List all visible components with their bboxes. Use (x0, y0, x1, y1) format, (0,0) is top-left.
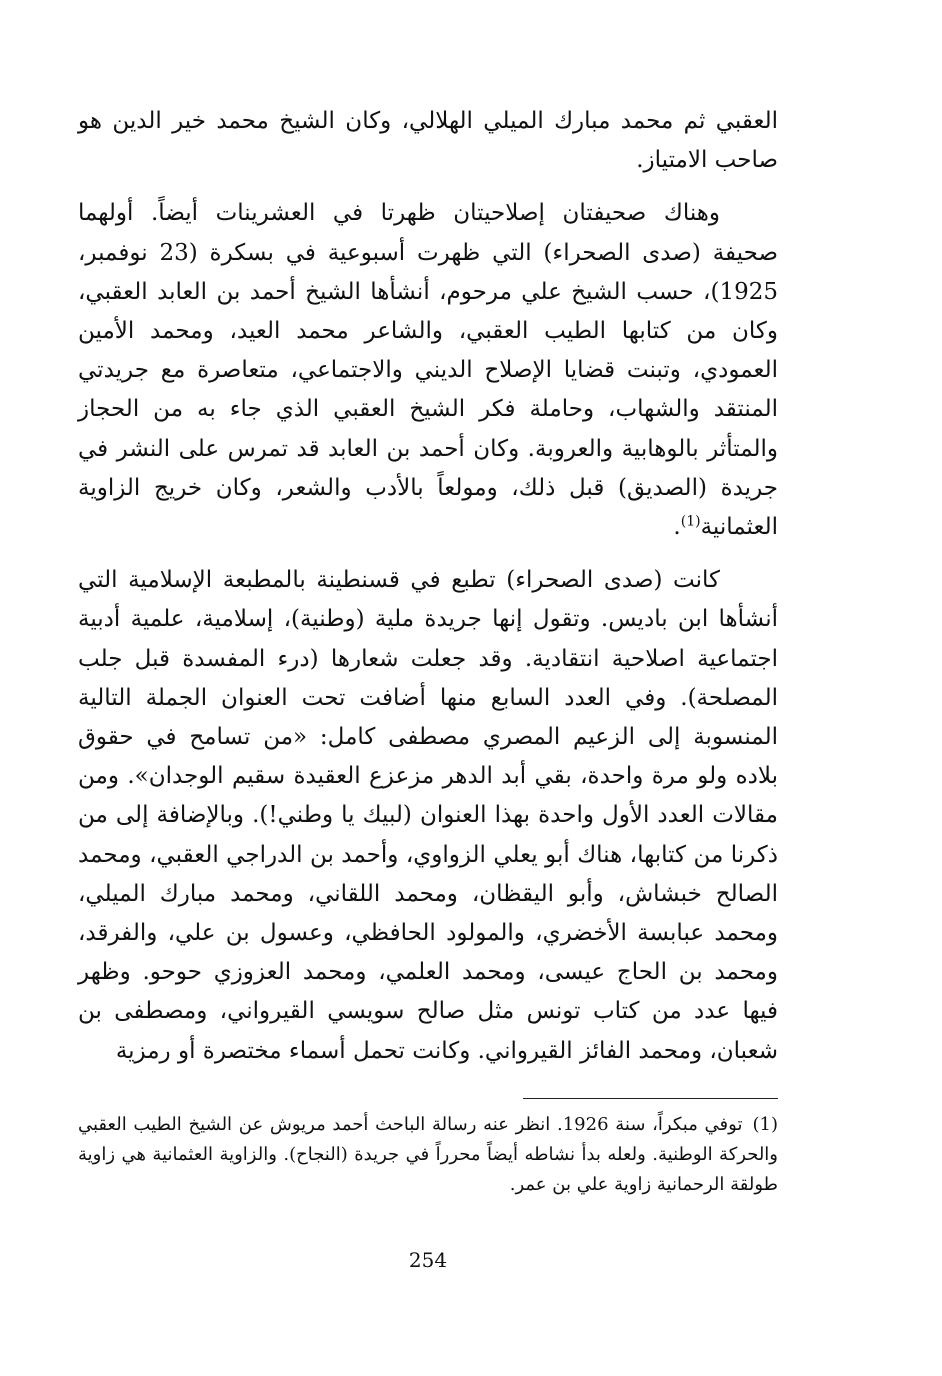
page-number: 254 (408, 1248, 448, 1272)
footnote-text: توفي مبكراً، سنة 1926. انظر عنه رسالة الباحث أحمد مريوش عن الشيخ الطيب العقبي والحركة الوطنية. ولعله بدأ نشاطه أيضاً محرراً في جريدة (النجاح). والزاوية العثمانية هي زاوية طولقة الرحمانية زاوية علي بن عمر. (78, 1114, 778, 1195)
footnote-separator (523, 1098, 778, 1099)
footnotes-section (78, 1110, 778, 1200)
paragraph-2-end: . (673, 514, 681, 541)
paragraph-1: العقبي ثم محمد مبارك الميلي الهلالي، وكان الشيخ محمد خير الدين هو صاحب الامتياز. (78, 108, 778, 174)
paragraph-2 (78, 194, 778, 547)
footnote-marker: (1) (752, 1114, 778, 1135)
paragraph-2-text: وهناك صحيفتان إصلاحيتان ظهرتا في العشرينات أيضاً. أولهما صحيفة (صدى الصحراء) التي ظهرت أسبوعية في بسكرة (23 نوفمبر، 1925)، حسب الشيخ علي مرحوم، أنشأها الشيخ أحمد بن العابد العقبي، وكان من كتابها الطيب العقبي، والشاعر محمد العيد، ومحمد الأمين العمودي، وتبنت قضايا الإصلاح الديني والاجتماعي، متعاصرة مع جريدتي المنتقد والشهاب، وحاملة فكر الشيخ العقبي الذي جاء به من الحجاز والمتأثر بالوهابية والعروبة. وكان أحمد بن العابد قد تمرس على النشر في جريدة (الصديق) قبل ذلك، ومولعاً بالأدب والشعر، وكان خريج الزاوية العثمانية (78, 200, 778, 541)
footnote-reference: (1) (680, 513, 701, 530)
book-page (78, 102, 778, 1282)
paragraph-3: كانت (صدى الصحراء) تطبع في قسنطينة بالمطبعة الإسلامية التي أنشأها ابن باديس. وتقول إنها جريدة ملية (وطنية)، إسلامية، علمية أدبية اجتماعية اصلاحية انتقادية. وقد جعلت شعارها (درء المفسدة قبل جلب المصلحة). وفي العدد السابع منها أضافت تحت العنوان الجملة التالية المنسوبة إلى الزعيم المصري مصطفى كامل: «من تسامح في حقوق بلاده ولو مرة واحدة، بقي أبد الدهر مزعزع العقيدة سقيم الوجدان». ومن مقالات العدد الأول واحدة بهذا العنوان (لبيك يا وطني!). وبالإضافة إلى من ذكرنا من كتابها، هناك أبو يعلي الزواوي، وأحمد بن الدراجي العقبي، ومحمد الصالح خبشاش، وأبو اليقظان، ومحمد اللقاني، ومحمد مبارك الميلي، ومحمد عبابسة الأخضري، والمولود الحافظي، وعسول بن علي، والفرقد، ومحمد بن الحاج عيسى، ومحمد العلمي، ومحمد العزوزي حوحو. وظهر فيها عدد من كتاب تونس مثل صالح سويسي القيرواني، ومصطفى بن شعبان، ومحمد الفائز القيرواني. وكانت تحمل أسماء مختصرة أو رمزية (78, 567, 778, 1064)
footnote-1 (78, 1110, 778, 1200)
main-text (78, 102, 778, 1071)
